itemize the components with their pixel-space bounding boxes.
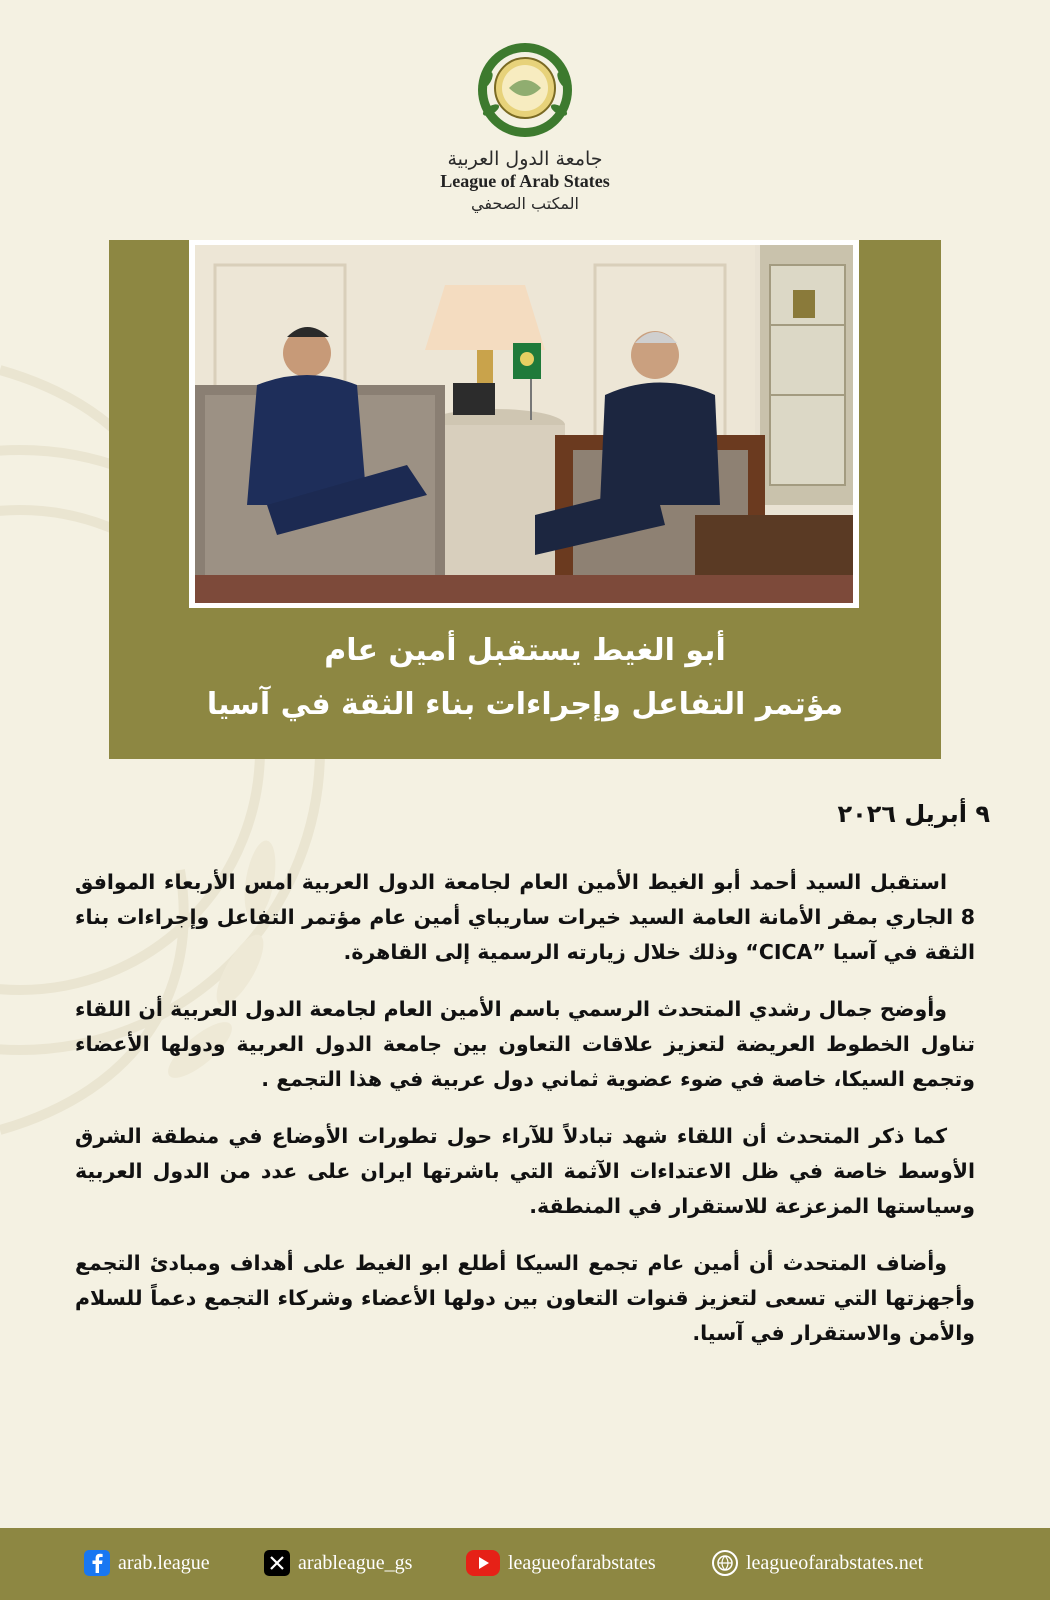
facebook-handle: arab.league [118, 1551, 210, 1574]
arab-league-logo [475, 40, 575, 140]
paragraph-2: وأوضح جمال رشدي المتحدث الرسمي باسم الأمين العام لجامعة الدول العربية أن اللقاء تناول الخطوط العريضة لتعزيز علاقات التعاون بين جامعة الدول العربية ودولها الأعضاء وتجمع السيكا، خاصة في ضوء عضوية ثماني دول عربية في هذا التجمع . [75, 997, 975, 1091]
social-footer [0, 1528, 1050, 1600]
paragraph-3: كما ذكر المتحدث أن اللقاء شهد تبادلاً للآراء حول تطورات الأوضاع في منطقة الشرق الأوسط خاصة في ظل الاعتداءات الآثمة التي باشرتها ايران على عدد من الدول العربية وسياستها المزعزعة للاستقرار في المنطقة. [75, 1124, 975, 1218]
org-name-arabic: جامعة الدول العربية [447, 148, 603, 170]
facebook-link[interactable] [84, 1550, 210, 1576]
youtube-link[interactable] [466, 1550, 656, 1576]
hero-banner [109, 240, 941, 759]
headline-line-1: أبو الغيط يستقبل أمين عام [324, 633, 726, 668]
paragraph-1: استقبل السيد أحمد أبو الغيط الأمين العام لجامعة الدول العربية امس الأربعاء الموافق 8 الجاري بمقر الأمانة العامة السيد خيرات ساريباي أمين عام مؤتمر التفاعل وإجراءات بناء الثقة في آسيا ”CICA“ وذلك خلال زيارته الرسمية إلى القاهرة. [75, 870, 975, 964]
website-icon [712, 1550, 738, 1576]
facebook-icon [84, 1550, 110, 1576]
article-date: ٩ أبريل ٢٠٢٦ [837, 800, 990, 828]
x-handle: arableague_gs [298, 1551, 413, 1574]
x-icon [264, 1550, 290, 1576]
youtube-icon [466, 1550, 500, 1576]
x-link[interactable] [264, 1550, 412, 1576]
article-body [75, 865, 975, 1373]
website-link[interactable] [712, 1550, 923, 1576]
headline-line-2: مؤتمر التفاعل وإجراءات بناء الثقة في آسيا [206, 687, 844, 722]
press-office-label: المكتب الصحفي [471, 194, 579, 213]
youtube-handle: leagueofarabstates [508, 1551, 656, 1574]
photo-frame [189, 240, 859, 608]
paragraph-4: وأضاف المتحدث أن أمين عام تجمع السيكا أطلع ابو الغيط على أهداف ومبادئ التجمع وأجهزتها التي تسعى لتعزيز قنوات التعاون بين دولها الأعضاء وشركاء التجمع دعماً للسلام والأمن والاستقرار في آسيا. [75, 1251, 975, 1345]
org-name-english: League of Arab States [440, 171, 610, 191]
meeting-photo [195, 245, 853, 603]
page-header [0, 40, 1050, 213]
website-url: leagueofarabstates.net [746, 1551, 924, 1574]
headline [109, 625, 941, 733]
